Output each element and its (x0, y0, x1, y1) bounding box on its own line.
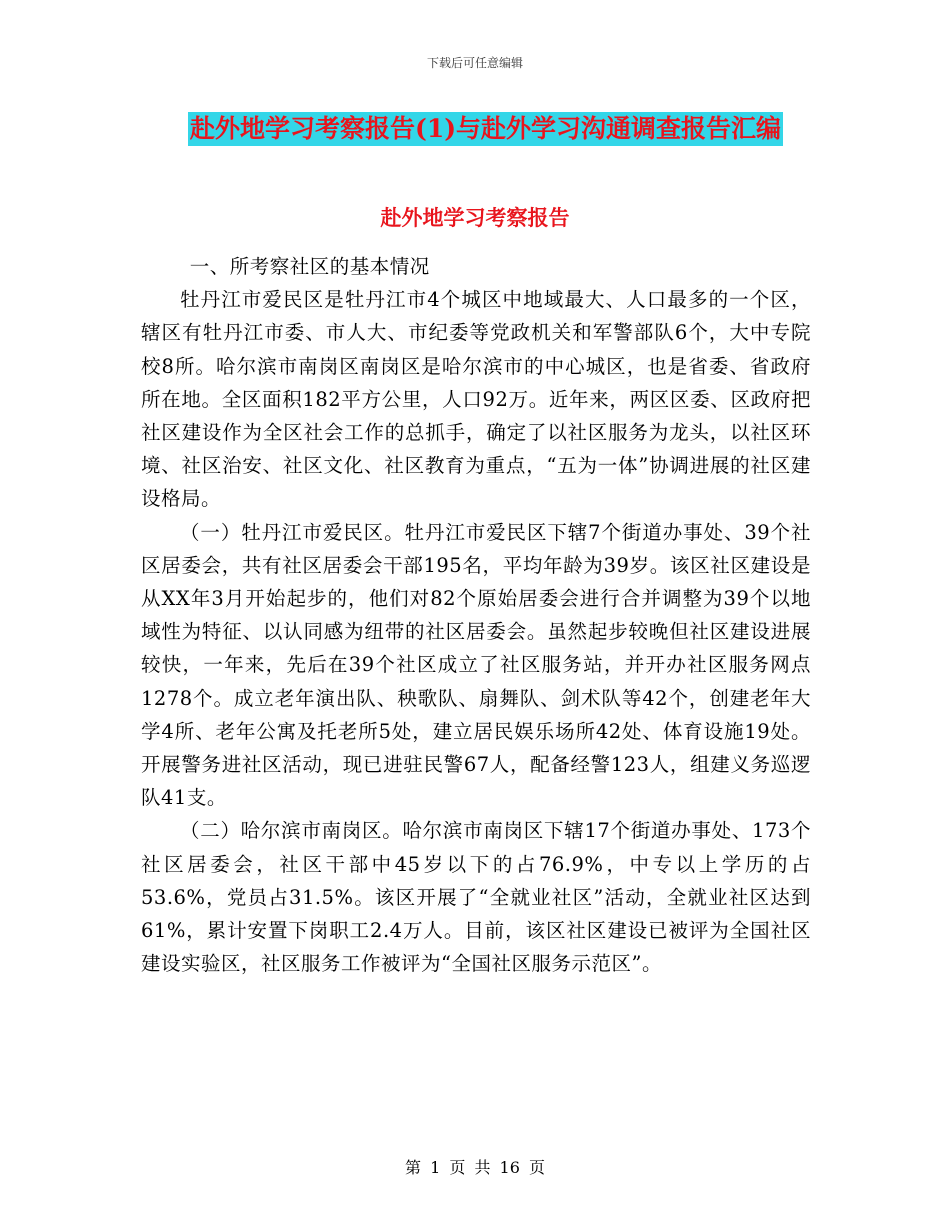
section-heading: 一、所考察社区的基本情况 (189, 255, 430, 278)
page-footer-page-number: 第 1 页 共 16 页 (405, 1158, 545, 1177)
document-subtitle: 赴外地学习考察报告 (380, 205, 570, 230)
body-paragraph: 牡丹江市爱民区是牡丹江市4个城区中地域最大、人口最多的一个区，辖区有牡丹江市委、市人大、市纪委等党政机关和军警部队6个，大中专院校8所。哈尔滨市南岗区南岗区是哈尔滨市的中心城区，也是省委、省政府所在地。全区面积182平方公里，人口92万。近年来，两区区委、区政府把社区建设作为全区社会工作的总抓手，确定了以社区服务为龙头，以社区环境、社区治安、社区文化、社区教育为重点，“五为一体”协调进展的社区建设格局。 (141, 288, 811, 511)
document-main-title: 赴外地学习考察报告(1)与赴外学习沟通调查报告汇编 (188, 112, 783, 146)
document-body (141, 250, 811, 980)
page-header-note: 下载后可任意编辑 (426, 56, 523, 70)
body-paragraph: （一）牡丹江市爱民区。牡丹江市爱民区下辖7个街道办事处、39个社区居委会，共有社区居委会干部195名，平均年龄为39岁。该区社区建设是从XX年3月开始起步的，他们对82个原始居委会进行合并调整为39个以地域性为特征、以认同感为纽带的社区居委会。虽然起步较晚但社区建设进展较快，一年来，先后在39个社区成立了社区服务站，并开办社区服务网点1278个。成立老年演出队、秧歌队、扇舞队、剑术队等42个，创建老年大学4所、老年公寓及托老所5处，建立居民娱乐场所42处、体育设施19处。开展警务进社区活动，现已进驻民警67人，配备经警123人，组建义务巡逻队41支。 (141, 520, 811, 810)
body-paragraph: （二）哈尔滨市南岗区。哈尔滨市南岗区下辖17个街道办事处、173个社区居委会，社区干部中45岁以下的占76.9%，中专以上学历的占53.6%，党员占31.5%。该区开展了“全就业社区”活动，全就业社区达到61%，累计安置下岗职工2.4万人。目前，该区社区建设已被评为全国社区建设实验区，社区服务工作被评为“全国社区服务示范区”。 (141, 819, 811, 976)
